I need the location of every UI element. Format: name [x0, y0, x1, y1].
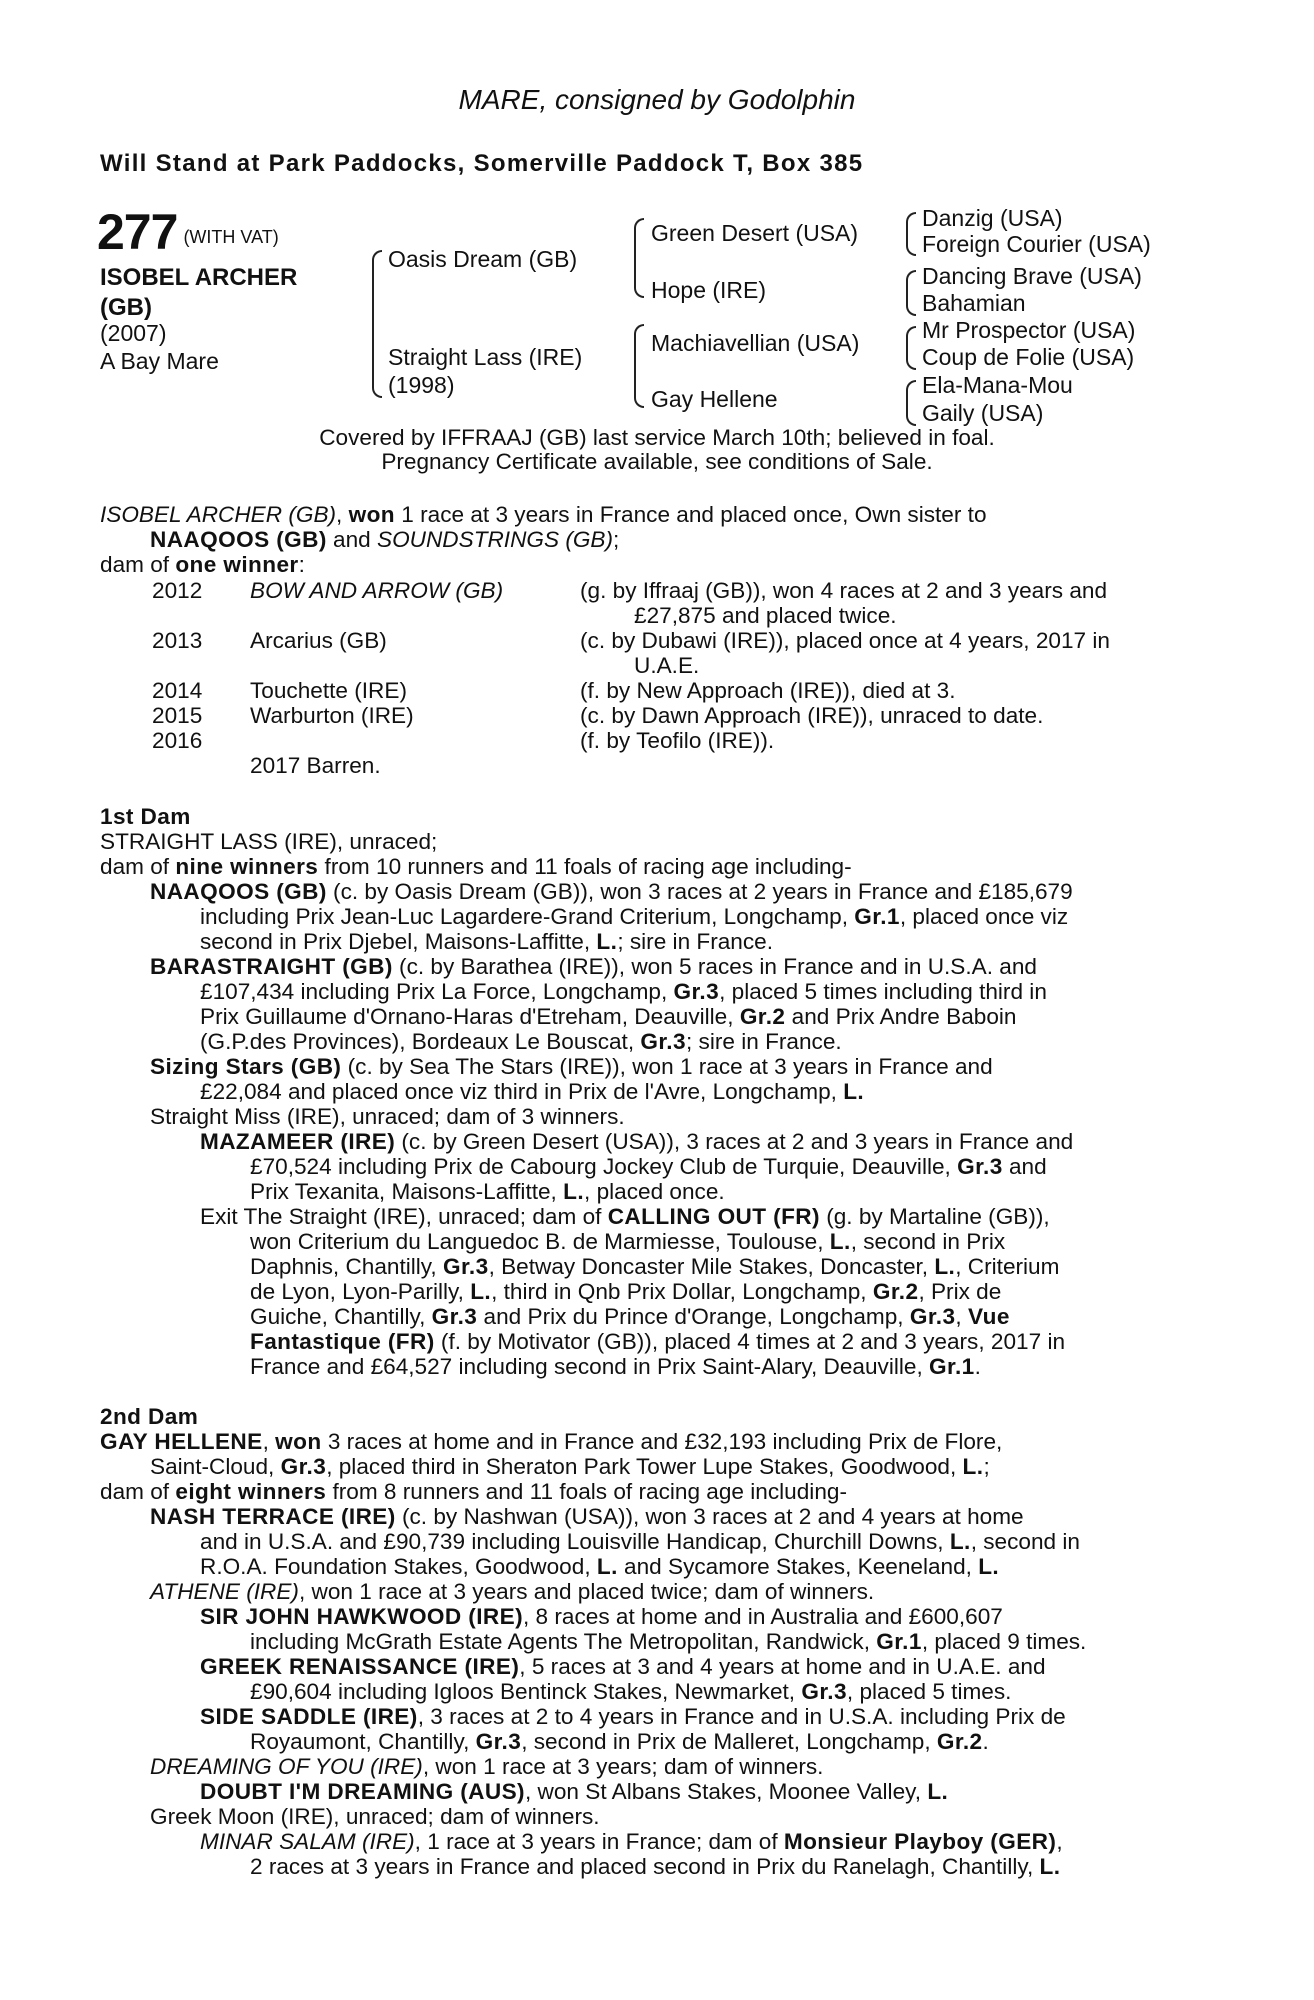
pedigree-dam-year: (1998) [388, 372, 455, 398]
progeny-entry: SIDE SADDLE (IRE), 3 races at 2 to 4 years in France and in U.S.A. including Prix de [200, 1704, 1066, 1729]
pedigree-brace [372, 250, 382, 398]
produce-year: 2014 [152, 678, 203, 703]
section-heading-2nd-dam: 2nd Dam [100, 1404, 199, 1429]
horse-name-line1: ISOBEL ARCHER [100, 264, 298, 291]
dam-line: dam of eight winners from 8 runners and 11 foals of racing age including- [100, 1479, 847, 1504]
produce-detail: (g. by Iffraaj (GB)), won 4 races at 2 and 3 years and [580, 578, 1108, 603]
dam-line: STRAIGHT LASS (IRE), unraced; [100, 829, 438, 854]
covering-line2: Pregnancy Certificate available, see conditions of Sale. [381, 449, 933, 474]
progeny-entry: de Lyon, Lyon-Parilly, L., third in Qnb Prix Dollar, Longchamp, Gr.2, Prix de [250, 1279, 1002, 1304]
pedigree-sds: Dancing Brave (USA) [922, 263, 1142, 289]
lot-number-block [97, 204, 279, 260]
stand-location: Will Stand at Park Paddocks, Somerville Paddock T, Box 385 [100, 150, 864, 177]
barren-note: 2017 Barren. [250, 753, 381, 778]
pedigree-dam: Straight Lass (IRE) [388, 344, 583, 370]
dam-line: dam of nine winners from 10 runners and 11 foals of racing age including- [100, 854, 852, 879]
produce-detail: (f. by New Approach (IRE)), died at 3. [580, 678, 956, 703]
horse-name [100, 263, 297, 323]
progeny-entry: (G.P.des Provinces), Bordeaux Le Bouscat, Gr.3; sire in France. [200, 1029, 842, 1054]
progeny-entry: second in Prix Djebel, Maisons-Laffitte, L.; sire in France. [200, 929, 774, 954]
pedigree-dam-sire: Machiavellian (USA) [651, 330, 860, 356]
consignment-title: MARE, consigned by Godolphin [458, 84, 856, 115]
intro-line: dam of one winner: [100, 552, 305, 577]
dam-line: GAY HELLENE, won 3 races at home and in France and £32,193 including Prix de Flore, [100, 1429, 1003, 1454]
pedigree-brace [906, 212, 916, 256]
progeny-entry: Prix Guillaume d'Ornano-Haras d'Etreham, Deauville, Gr.2 and Prix Andre Baboin [200, 1004, 1017, 1029]
progeny-entry: Prix Texanita, Maisons-Laffitte, L., placed once. [250, 1179, 725, 1204]
dam-line: Saint-Cloud, Gr.3, placed third in Sheraton Park Tower Lupe Stakes, Goodwood, L.; [150, 1454, 990, 1479]
vat-note: (WITH VAT) [183, 227, 279, 247]
progeny-entry: £90,604 including Igloos Bentinck Stakes, Newmarket, Gr.3, placed 5 times. [250, 1679, 1012, 1704]
pedigree-dsd: Coup de Folie (USA) [922, 344, 1135, 370]
produce-detail: £27,875 and placed twice. [634, 603, 897, 628]
pedigree-brace [906, 326, 916, 370]
progeny-entry: Guiche, Chantilly, Gr.3 and Prix du Prince d'Orange, Longchamp, Gr.3, Vue [250, 1304, 1010, 1329]
progeny-entry: NASH TERRACE (IRE) (c. by Nashwan (USA)), won 3 races at 2 and 4 years at home [150, 1504, 1024, 1529]
progeny-entry: £70,524 including Prix de Cabourg Jockey Club de Turquie, Deauville, Gr.3 and [250, 1154, 1047, 1179]
horse-description: A Bay Mare [100, 348, 219, 374]
produce-detail: (c. by Dawn Approach (IRE)), unraced to date. [580, 703, 1044, 728]
progeny-entry: Fantastique (FR) (f. by Motivator (GB)), placed 4 times at 2 and 3 years, 2017 in [250, 1329, 1066, 1354]
horse-details [100, 319, 219, 375]
pedigree-sdd: Bahamian [922, 290, 1026, 316]
progeny-entry: SIR JOHN HAWKWOOD (IRE), 8 races at home and in Australia and £600,607 [200, 1604, 1003, 1629]
section-heading-1st-dam: 1st Dam [100, 804, 191, 829]
progeny-entry: NAAQOOS (GB) (c. by Oasis Dream (GB)), won 3 races at 2 years in France and £185,679 [150, 879, 1073, 904]
lot-number: 277 [97, 204, 178, 260]
produce-year: 2016 [152, 728, 203, 753]
foaling-year: (2007) [100, 320, 167, 346]
progeny-entry: Sizing Stars (GB) (c. by Sea The Stars (IRE)), won 1 race at 3 years in France and [150, 1054, 993, 1079]
pedigree-ssd: Foreign Courier (USA) [922, 231, 1151, 257]
produce-detail: (f. by Teofilo (IRE)). [580, 728, 775, 753]
intro-line: ISOBEL ARCHER (GB), won 1 race at 3 years in France and placed once, Own sister to [100, 502, 987, 527]
pedigree-sire: Oasis Dream (GB) [388, 246, 578, 272]
progeny-entry: including McGrath Estate Agents The Metropolitan, Randwick, Gr.1, placed 9 times. [250, 1629, 1087, 1654]
pedigree-sire-dam: Hope (IRE) [651, 277, 767, 303]
progeny-entry: Straight Miss (IRE), unraced; dam of 3 winners. [150, 1104, 625, 1129]
progeny-entry: including Prix Jean-Luc Lagardere-Grand Criterium, Longchamp, Gr.1, placed once viz [200, 904, 1069, 929]
progeny-entry: £22,084 and placed once viz third in Prix de l'Avre, Longchamp, L. [200, 1079, 865, 1104]
pedigree-brace [634, 218, 644, 298]
pedigree-dss: Mr Prospector (USA) [922, 317, 1136, 343]
covering-line1: Covered by IFFRAAJ (GB) last service March 10th; believed in foal. [319, 425, 995, 450]
produce-name: Warburton (IRE) [250, 703, 414, 728]
pedigree-dds: Ela-Mana-Mou [922, 372, 1073, 398]
pedigree-sss: Danzig (USA) [922, 205, 1063, 231]
pedigree-dam-dam: Gay Hellene [651, 386, 778, 412]
progeny-entry: DREAMING OF YOU (IRE), won 1 race at 3 years; dam of winners. [150, 1754, 824, 1779]
pedigree-sire-sire: Green Desert (USA) [651, 220, 859, 246]
produce-detail: U.A.E. [634, 653, 700, 678]
pedigree-brace [634, 324, 644, 408]
produce-detail: (c. by Dubawi (IRE)), placed once at 4 years, 2017 in [580, 628, 1110, 653]
produce-year: 2012 [152, 578, 203, 603]
progeny-entry: ATHENE (IRE), won 1 race at 3 years and placed twice; dam of winners. [150, 1579, 875, 1604]
progeny-entry: MINAR SALAM (IRE), 1 race at 3 years in France; dam of Monsieur Playboy (GER), [200, 1829, 1063, 1854]
pedigree-brace [906, 380, 916, 426]
pedigree-ddd: Gaily (USA) [922, 400, 1044, 426]
pedigree-brace [906, 270, 916, 316]
progeny-entry: £107,434 including Prix La Force, Longchamp, Gr.3, placed 5 times including third in [200, 979, 1047, 1004]
progeny-entry: Greek Moon (IRE), unraced; dam of winners. [150, 1804, 600, 1829]
progeny-entry: R.O.A. Foundation Stakes, Goodwood, L. and Sycamore Stakes, Keeneland, L. [200, 1554, 1000, 1579]
produce-name: Touchette (IRE) [250, 678, 407, 703]
progeny-entry: GREEK RENAISSANCE (IRE), 5 races at 3 and 4 years at home and in U.A.E. and [200, 1654, 1046, 1679]
progeny-entry: MAZAMEER (IRE) (c. by Green Desert (USA)), 3 races at 2 and 3 years in France and [200, 1129, 1074, 1154]
produce-name: Arcarius (GB) [250, 628, 387, 653]
progeny-entry: Royaumont, Chantilly, Gr.3, second in Prix de Malleret, Longchamp, Gr.2. [250, 1729, 989, 1754]
progeny-entry: BARASTRAIGHT (GB) (c. by Barathea (IRE)), won 5 races in France and in U.S.A. and [150, 954, 1037, 979]
produce-year: 2015 [152, 703, 203, 728]
progeny-entry: Daphnis, Chantilly, Gr.3, Betway Doncaster Mile Stakes, Doncaster, L., Criterium [250, 1254, 1060, 1279]
covering-note [0, 426, 1314, 474]
progeny-entry: won Criterium du Languedoc B. de Marmiesse, Toulouse, L., second in Prix [250, 1229, 1006, 1254]
intro-line: NAAQOOS (GB) and SOUNDSTRINGS (GB); [150, 527, 620, 552]
horse-name-line2: (GB) [100, 294, 152, 321]
produce-name: BOW AND ARROW (GB) [250, 578, 504, 603]
progeny-entry: France and £64,527 including second in Prix Saint-Alary, Deauville, Gr.1. [250, 1354, 981, 1379]
progeny-entry: 2 races at 3 years in France and placed second in Prix du Ranelagh, Chantilly, L. [250, 1854, 1061, 1879]
produce-year: 2013 [152, 628, 203, 653]
progeny-entry: and in U.S.A. and £90,739 including Louisville Handicap, Churchill Downs, L., second in [200, 1529, 1080, 1554]
progeny-entry: DOUBT I'M DREAMING (AUS), won St Albans Stakes, Moonee Valley, L. [200, 1779, 949, 1804]
progeny-entry: Exit The Straight (IRE), unraced; dam of CALLING OUT (FR) (g. by Martaline (GB)), [200, 1204, 1050, 1229]
